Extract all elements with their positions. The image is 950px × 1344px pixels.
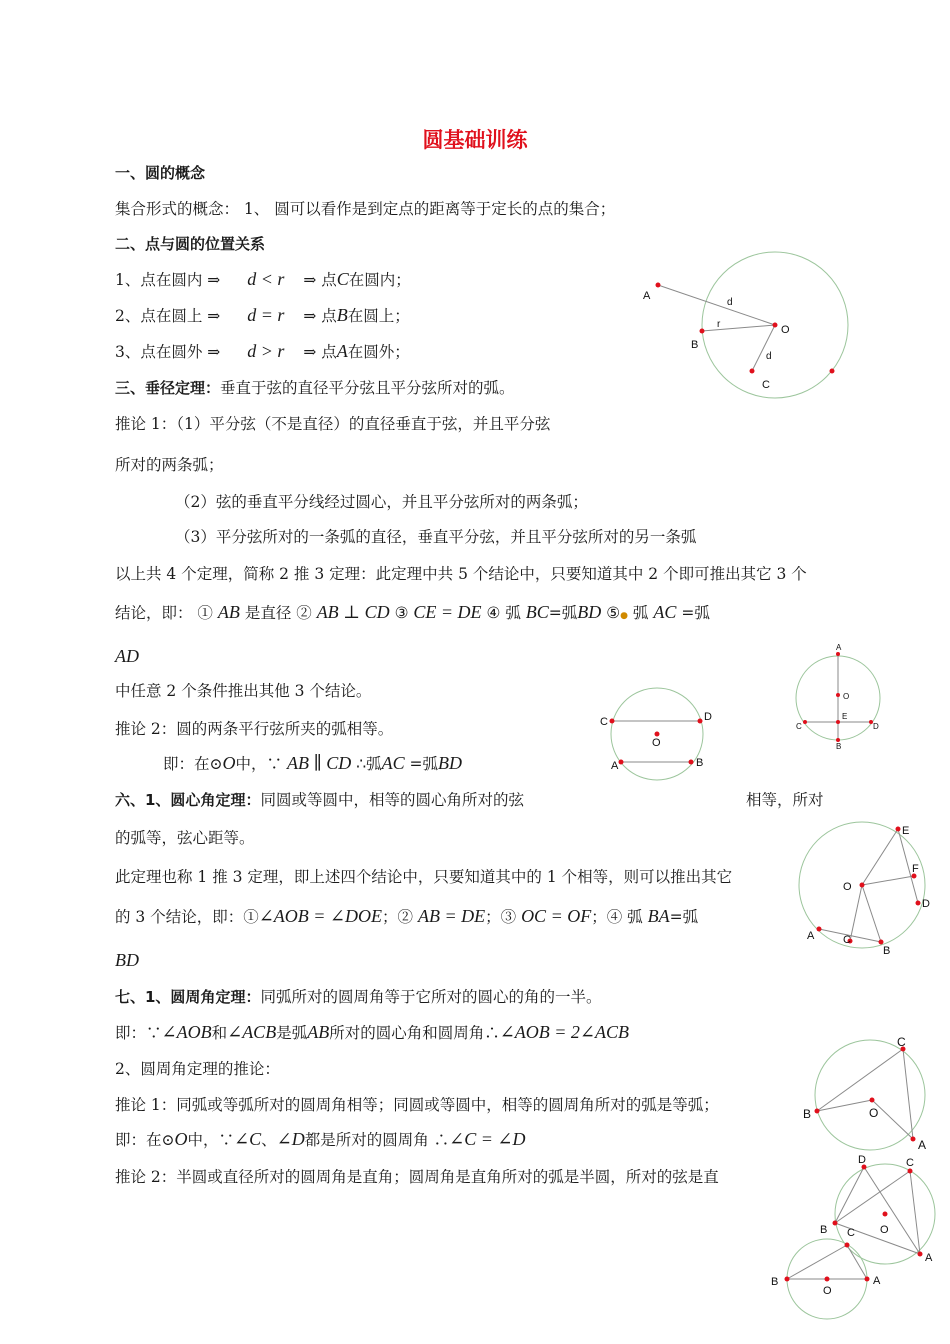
text: 都是所对的圆周角 ∴ xyxy=(304,1131,450,1149)
text-line xyxy=(115,949,139,972)
text: 同弧所对的圆周角等于它所对的圆心的角的一半。 xyxy=(260,988,602,1006)
text-line xyxy=(115,340,410,363)
math: ∠D xyxy=(276,1129,305,1149)
math: C xyxy=(336,269,349,289)
text-line: 结论，即： ① AB 是直径 ② AB ⊥ CD ③ CE = DE ④ 弧 BC=弧BD ⑤● 弧 AC =弧 xyxy=(115,602,710,622)
text-line xyxy=(115,1058,280,1080)
text: （3）平分弦所对的一条弧的直径，垂直平分弦，并且平分弦所对的另一条弧 xyxy=(175,528,697,546)
label: O xyxy=(781,324,790,336)
text-line xyxy=(115,827,255,849)
label: C xyxy=(796,722,802,731)
text: 1、点在圆内 ⇒ xyxy=(115,271,221,289)
text: 在圆外； xyxy=(347,343,410,361)
math: AD xyxy=(115,646,139,666)
text-line xyxy=(115,718,393,740)
text-line xyxy=(115,1021,629,1044)
math: ∠AOB = ∠DOE xyxy=(258,906,383,926)
math: ∠AOB = 2∠ACB xyxy=(499,1022,630,1042)
text: 结论，即： ① xyxy=(115,604,213,622)
text-line xyxy=(115,789,524,811)
text: 中，∵ xyxy=(235,755,283,773)
text: 三、垂径定理： xyxy=(115,379,221,397)
text: ③ xyxy=(394,604,409,622)
text: 中任意 2 个条件推出其他 3 个结论。 xyxy=(115,682,372,700)
text-line xyxy=(115,268,411,291)
text: （2）弦的垂直平分线经过圆心，并且平分弦所对的两条弧； xyxy=(175,493,588,511)
label: O xyxy=(823,1285,832,1297)
text-line xyxy=(115,413,550,435)
text: ∴弧 xyxy=(356,755,382,773)
math: d < r xyxy=(247,269,285,289)
figure-semicircle xyxy=(765,1235,895,1335)
label: O xyxy=(843,881,852,893)
math: O xyxy=(222,753,236,773)
text: 中，∵ xyxy=(187,1131,235,1149)
label: E xyxy=(902,825,910,837)
label: C xyxy=(906,1157,914,1169)
text: 所对的两条弧； xyxy=(115,456,224,474)
text: 相等，所对 xyxy=(746,791,824,809)
text: =弧 xyxy=(409,755,439,773)
math: ∠C = ∠D xyxy=(449,1129,526,1149)
label: O xyxy=(869,1106,879,1120)
text: 推论 2：圆的两条平行弦所夹的弧相等。 xyxy=(115,720,394,738)
math: ∠C xyxy=(234,1129,262,1149)
figure-parallel-chords xyxy=(595,685,720,780)
math: CE = DE xyxy=(413,602,482,622)
math: A xyxy=(336,341,348,361)
text: 2、点在圆上 ⇒ xyxy=(115,307,221,325)
text-line xyxy=(163,752,462,775)
math: B xyxy=(336,305,348,325)
label: E xyxy=(842,712,848,721)
math: AC xyxy=(381,753,405,773)
text-line xyxy=(115,304,410,327)
math: AB ∥ CD xyxy=(286,753,352,773)
text: ；③ xyxy=(485,908,517,926)
text: ；④ 弧 xyxy=(591,908,643,926)
math: d = r xyxy=(247,305,285,325)
label: A xyxy=(807,930,815,942)
label: D xyxy=(704,711,712,723)
text-line xyxy=(115,866,732,888)
text: ⑤ xyxy=(606,604,621,622)
text: =弧 xyxy=(548,604,578,622)
text: 以上共 4 个定理，简称 2 推 3 定理：此定理中共 5 个结论中，只要知道其中 2 个即可推出其它 3 个 xyxy=(115,565,807,583)
text-line xyxy=(115,1094,719,1116)
text: 即：∵ xyxy=(115,1024,162,1042)
label: C xyxy=(847,1227,855,1239)
label: d xyxy=(727,297,733,308)
label: B xyxy=(803,1107,812,1121)
section-heading xyxy=(115,233,265,255)
text: 同圆或等圆中，相等的圆心角所对的弦 xyxy=(260,791,524,809)
text-line xyxy=(115,1166,719,1188)
text: 和 xyxy=(211,1024,228,1042)
math: BA xyxy=(647,906,670,926)
text: 推论 1：同弧或等弧所对的圆周角相等；同圆或等圆中，相等的圆周角所对的弧是等弧； xyxy=(115,1096,719,1114)
label: B xyxy=(820,1224,828,1236)
text: 即：在⊙ xyxy=(163,755,223,773)
text-line xyxy=(175,526,696,548)
text: 是直径 ② xyxy=(244,604,312,622)
text: ⇒ 点 xyxy=(303,343,337,361)
text-line xyxy=(115,986,601,1008)
label: A xyxy=(643,290,651,302)
label: A xyxy=(611,760,619,772)
text: ；② xyxy=(382,908,414,926)
math: OC = OF xyxy=(521,906,592,926)
text: 、 xyxy=(261,1131,277,1149)
figure-perpendicular-diameter xyxy=(790,640,890,755)
text-line xyxy=(115,1128,525,1151)
label: A xyxy=(873,1275,881,1287)
text: =弧 xyxy=(669,908,699,926)
text: 二、点与圆的位置关系 xyxy=(115,235,266,253)
math: BD xyxy=(577,602,602,622)
math: O xyxy=(174,1129,188,1149)
text-line xyxy=(115,563,807,585)
text: 3、点在圆外 ⇒ xyxy=(115,343,221,361)
section-heading xyxy=(115,162,205,184)
label: B xyxy=(691,339,699,351)
text: 的 3 个结论，即：① xyxy=(115,908,259,926)
text: 所对的圆心角和圆周角∴ xyxy=(329,1024,500,1042)
label: O xyxy=(652,737,661,749)
text-line xyxy=(746,789,824,811)
math: AB = DE xyxy=(417,906,486,926)
text: 的弧等，弦心距等。 xyxy=(115,829,255,847)
label: F xyxy=(912,863,919,875)
label: O xyxy=(880,1224,889,1236)
text-line xyxy=(115,680,371,702)
label: D xyxy=(873,722,879,731)
math: d > r xyxy=(247,341,285,361)
math: ∠ACB xyxy=(227,1022,277,1042)
text-line xyxy=(115,198,615,220)
math: BD xyxy=(438,753,463,773)
text: 是弧 xyxy=(276,1024,308,1042)
text: 弧 xyxy=(632,604,649,622)
text: 即：在⊙ xyxy=(115,1131,175,1149)
text-line xyxy=(115,645,139,668)
text: =弧 xyxy=(681,604,710,622)
figure-point-circle xyxy=(635,248,855,403)
text-line xyxy=(115,377,515,399)
label: D xyxy=(858,1154,866,1166)
math: BC xyxy=(525,602,549,622)
label: B xyxy=(836,742,842,751)
text-line xyxy=(115,454,224,476)
text: 垂直于弦的直径平分弦且平分弦所对的弧。 xyxy=(220,379,515,397)
label: B xyxy=(771,1276,779,1288)
label: C xyxy=(843,934,851,946)
label: C xyxy=(600,716,608,728)
figure-central-angle xyxy=(795,815,935,960)
math: AC xyxy=(653,602,677,622)
text-line xyxy=(115,905,698,928)
text: 一、圆的概念 xyxy=(115,164,206,182)
text: 推论 2：半圆或直径所对的圆周角是直角；圆周角是直角所对的弧是半圆，所对的弦是直 xyxy=(115,1168,719,1186)
math: AB ⊥ CD xyxy=(316,602,390,622)
label: C xyxy=(762,379,770,391)
text-line xyxy=(175,491,588,513)
math: ∠AOB xyxy=(161,1022,212,1042)
label: A xyxy=(836,643,842,652)
math: AB xyxy=(307,1022,330,1042)
figure-inscribed-angle xyxy=(795,1035,935,1155)
label: r xyxy=(717,319,721,330)
text: ⇒ 点 xyxy=(303,271,337,289)
label: A xyxy=(918,1138,927,1152)
label: B xyxy=(696,757,704,769)
text: 在圆内； xyxy=(348,271,411,289)
text: 六、1、圆心角定理： xyxy=(115,791,261,809)
text: ⇒ 点 xyxy=(303,307,337,325)
text: 推论 1：（1）平分弦（不是直径）的直径垂直于弦，并且平分弦 xyxy=(115,415,551,433)
label: d xyxy=(766,351,772,362)
label: C xyxy=(897,1035,906,1049)
label: A xyxy=(925,1252,933,1264)
text: 七、1、圆周角定理： xyxy=(115,988,261,1006)
label: D xyxy=(922,898,930,910)
text: 2、圆周角定理的推论： xyxy=(115,1060,280,1078)
math: AB xyxy=(217,602,240,622)
text: 集合形式的概念： 1、 圆可以看作是到定点的距离等于定长的点的集合； xyxy=(115,200,616,218)
page-title: 圆基础训练 xyxy=(422,128,528,152)
label: O xyxy=(843,692,850,701)
text: 此定理也称 1 推 3 定理，即上述四个结论中，只要知道其中的 1 个相等，则可以推出其它 xyxy=(115,868,733,886)
label: B xyxy=(883,945,891,957)
text: 在圆上； xyxy=(347,307,410,325)
text: ④ 弧 xyxy=(486,604,521,622)
math: BD xyxy=(115,950,139,970)
